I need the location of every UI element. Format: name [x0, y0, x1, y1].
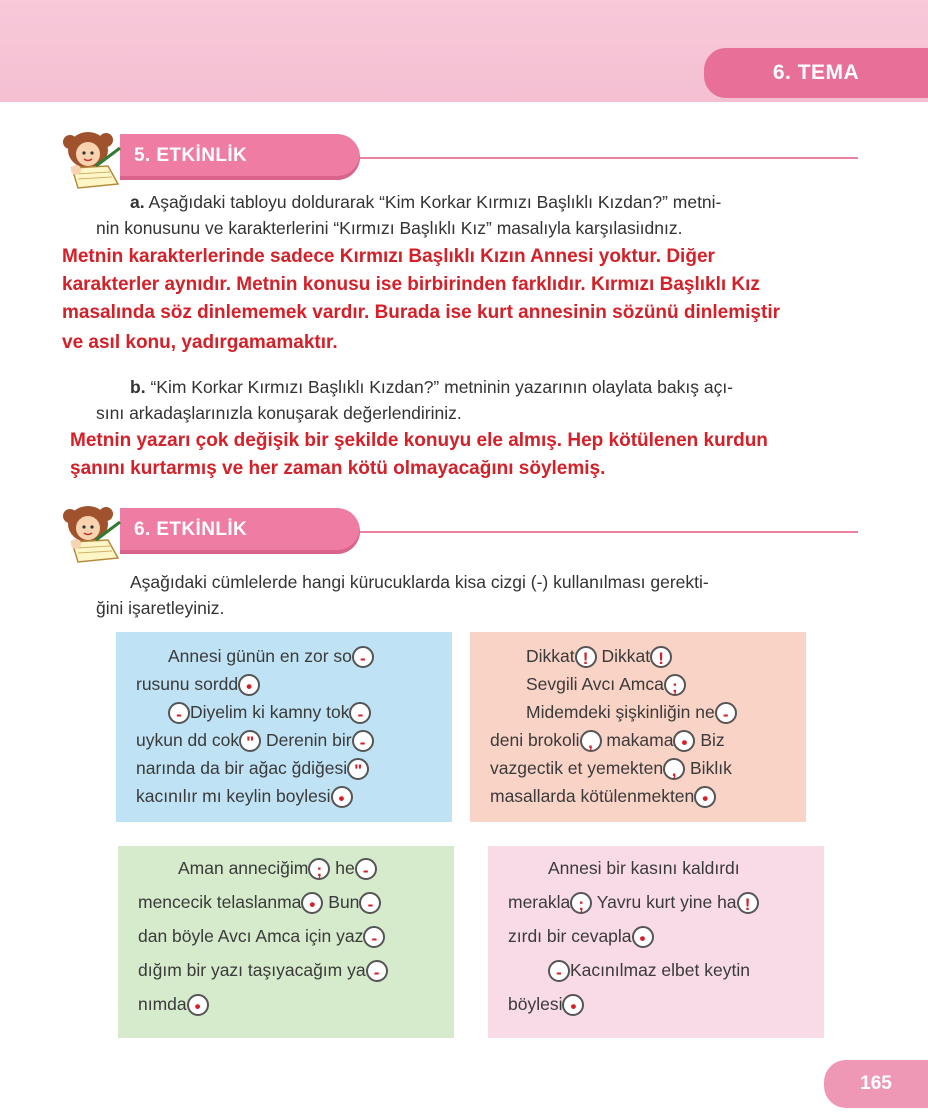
exercise-text: masallarda kötülenmekten	[490, 786, 695, 806]
exercise-line	[508, 994, 584, 1016]
punctuation-mark: •	[562, 994, 584, 1016]
tema-label: 6. TEMA	[772, 61, 860, 84]
punctuation-mark: •	[301, 892, 323, 914]
etkinlik5-b-line1	[130, 375, 733, 400]
punctuation-mark: -	[168, 702, 190, 724]
exercise-line	[490, 730, 725, 752]
exercise-text: mencecik telaslanma	[138, 892, 302, 912]
exercise-text: Annesi bir kasını kaldırdı	[548, 858, 740, 878]
exercise-text: Biz	[695, 730, 725, 750]
exercise-text: vazgectik et yemekten	[490, 758, 664, 778]
exercise-line	[508, 892, 759, 914]
punctuation-mark: -	[355, 858, 377, 880]
page-number-tab	[824, 1060, 928, 1108]
exercise-text: Midemdeki şişkinliğin ne	[526, 702, 715, 722]
exercise-text: uykun dd cok	[136, 730, 240, 750]
punctuation-mark: -	[548, 960, 570, 982]
punctuation-mark: -	[715, 702, 737, 724]
a-text-1: Aşağıdaki tabloyu doldurarak “Kim Korkar Kırmızı Başlıklı Kızdan?” metni-	[148, 192, 722, 212]
exercise-line	[508, 926, 654, 948]
exercise-text: Annesi günün en zor so	[168, 646, 352, 666]
exercise-text: rusunu sordd	[136, 674, 239, 694]
exercise-line	[138, 926, 385, 948]
exercise-line	[490, 786, 716, 808]
punctuation-mark: •	[187, 994, 209, 1016]
reading-girl-icon	[58, 128, 130, 192]
punctuation-mark: -	[359, 892, 381, 914]
b-text-1: “Kim Korkar Kırmızı Başlıklı Kızdan?” metninin yazarının olaylata bakış açı-	[150, 377, 734, 397]
answer-b-line1: Metnin yazarı çok değişik bir şekilde konuyu ele almış. Hep kötülenen kurdun	[70, 430, 768, 451]
exercise-line	[490, 758, 732, 780]
exercise-line	[136, 758, 369, 780]
punctuation-mark: -	[352, 646, 374, 668]
answer-a-line1: Metnin karakterlerinde sadece Kırmızı Başlıklı Kızın Annesi yoktur. Diğer	[62, 246, 715, 267]
answer-a-line3: masalında söz dinlememek vardır. Burada ise kurt annesinin sözünü dinlemiştir	[62, 302, 780, 323]
etkinlik5-a-line2: nin konusunu ve karakterlerini “Kırmızı Başlıklı Kız” masalıyla karşılasiıdnız.	[96, 218, 683, 238]
etkinlik5-a-line1	[130, 190, 721, 215]
exercise-text: böylesi	[508, 994, 563, 1014]
header-rule	[298, 157, 858, 159]
punctuation-mark: •	[694, 786, 716, 808]
exercise-text: Sevgili Avcı Amca	[526, 674, 664, 694]
exercise-text: Aman anneciğim	[178, 858, 309, 878]
etkinlik-5-header	[58, 128, 858, 192]
tema-tab	[704, 48, 928, 98]
punctuation-mark: •	[673, 730, 695, 752]
punctuation-mark: "	[239, 730, 261, 752]
reading-girl-icon	[58, 502, 130, 566]
punctuation-mark: ;	[570, 892, 592, 914]
exercise-text: merakla	[508, 892, 571, 912]
punctuation-mark: •	[238, 674, 260, 696]
exercise-line	[138, 994, 209, 1016]
exercise-text: narında da bir ağac ğdiğesi	[136, 758, 348, 778]
exercise-line	[136, 786, 353, 808]
exercise-line	[548, 858, 740, 879]
punctuation-mark: "	[347, 758, 369, 780]
exercise-text: zırdı bir cevapla	[508, 926, 632, 946]
exercise-line	[168, 646, 374, 668]
exercise-line	[138, 892, 381, 914]
punctuation-mark: ;	[664, 674, 686, 696]
exercise-text: Dikkat	[526, 646, 575, 666]
punctuation-mark: -	[363, 926, 385, 948]
exercise-text: Derenin bir	[261, 730, 352, 750]
punctuation-mark: -	[366, 960, 388, 982]
exercise-box-blue	[116, 632, 452, 822]
exercise-line	[526, 646, 672, 668]
exercise-box-pink	[488, 846, 824, 1038]
exercise-text: deni brokoli	[490, 730, 580, 750]
punctuation-mark: ,	[580, 730, 602, 752]
exercise-line	[178, 858, 377, 880]
etkinlik-6-header	[58, 502, 858, 566]
exercise-text: he	[330, 858, 355, 878]
etkinlik-title: 5. ETKİNLİK	[134, 145, 248, 166]
punctuation-mark: •	[632, 926, 654, 948]
exercise-line	[138, 960, 388, 982]
answer-b-line2: şanını kurtarmış ve her zaman kötü olmayacağını söylemiş.	[70, 458, 606, 479]
answer-a-line4: ve asıl konu, yadırgamamaktır.	[62, 332, 338, 353]
exercise-text: dan böyle Avcı Amca için yaz	[138, 926, 364, 946]
etkinlik-pill	[120, 134, 360, 180]
page-number: 165	[860, 1073, 892, 1094]
exercise-line	[136, 674, 260, 696]
punctuation-mark: !	[737, 892, 759, 914]
exercise-line	[136, 730, 374, 752]
etkinlik-title: 6. ETKİNLİK	[134, 519, 248, 540]
exercise-text: makama	[601, 730, 674, 750]
etkinlik5-b-line2: sını arkadaşlarınızla konuşarak değerlendiriniz.	[96, 403, 462, 423]
exercise-line	[526, 702, 737, 724]
exercise-text: Biklık	[685, 758, 732, 778]
exercise-text: nımda	[138, 994, 187, 1014]
punctuation-mark: -	[352, 730, 374, 752]
exercise-text: Dikkat	[596, 646, 651, 666]
etkinlik-pill	[120, 508, 360, 554]
punctuation-mark: !	[650, 646, 672, 668]
header-rule	[298, 531, 858, 533]
punctuation-mark: -	[349, 702, 371, 724]
exercise-box-green	[118, 846, 454, 1038]
exercise-line	[168, 702, 371, 724]
answer-a-line2: karakterler aynıdır. Metnin konusu ise birbirinden farklıdır. Kırmızı Başlıklı Kız	[62, 274, 760, 295]
punctuation-mark: ;	[308, 858, 330, 880]
exercise-text: Kacınılmaz elbet keytin	[570, 960, 750, 980]
punctuation-mark: !	[575, 646, 597, 668]
a-label: a.	[130, 192, 145, 212]
exercise-text: Yavru kurt yine ha	[592, 892, 737, 912]
punctuation-mark: •	[331, 786, 353, 808]
punctuation-mark: ,	[663, 758, 685, 780]
instruction-line2: ğini işaretleyiniz.	[96, 598, 225, 618]
exercise-text: kacınılır mı keylin boylesi	[136, 786, 331, 806]
exercise-line	[548, 960, 750, 982]
b-label: b.	[130, 377, 146, 397]
exercise-line	[526, 674, 686, 696]
instruction-line1: Aşağıdaki cümlelerde hangi kürucuklarda kisa cizgi (-) kullanılması gerekti-	[130, 572, 709, 592]
exercise-text: Bun	[323, 892, 360, 912]
exercise-box-orange	[470, 632, 806, 822]
exercise-text: Diyelim ki kamny tok	[190, 702, 350, 722]
exercise-text: dığım bir yazı taşıyacağım ya	[138, 960, 366, 980]
